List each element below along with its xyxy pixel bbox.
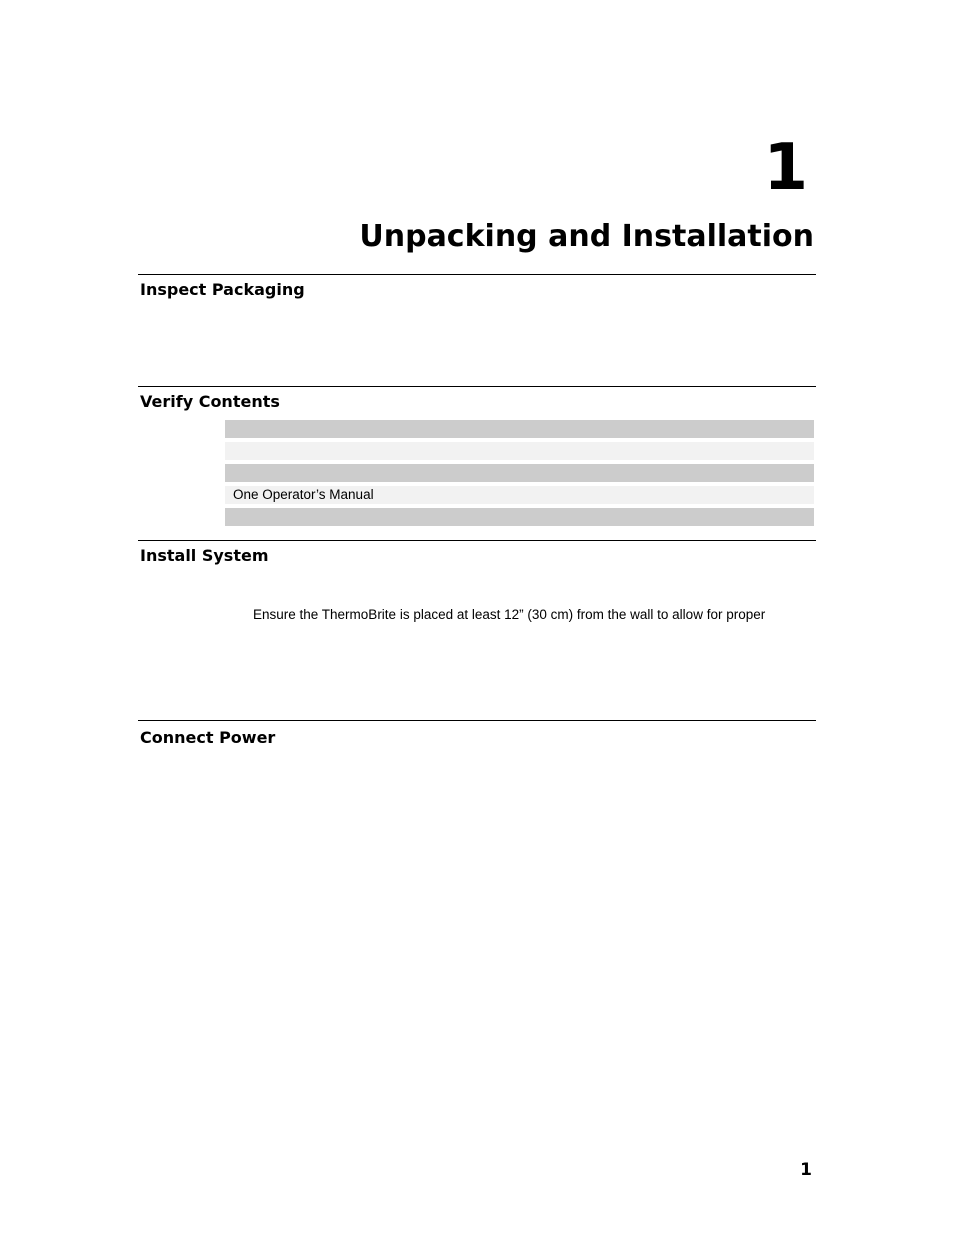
contents-row xyxy=(225,420,814,438)
contents-row xyxy=(225,464,814,482)
section-divider xyxy=(138,720,816,721)
contents-row: One Operator’s Manual xyxy=(225,486,814,504)
section-heading-verify-contents: Verify Contents xyxy=(140,392,280,411)
section-heading-connect-power: Connect Power xyxy=(140,728,276,747)
section-heading-inspect-packaging: Inspect Packaging xyxy=(140,280,305,299)
chapter-title: Unpacking and Installation xyxy=(359,219,814,254)
install-note-text: Ensure the ThermoBrite is placed at least 12” (30 cm) from the wall to allow for proper xyxy=(253,607,766,622)
contents-row xyxy=(225,508,814,526)
section-divider xyxy=(138,386,816,387)
section-divider xyxy=(138,540,816,541)
section-heading-install-system: Install System xyxy=(140,546,269,565)
contents-row xyxy=(225,442,814,460)
contents-table xyxy=(225,420,814,530)
chapter-number: 1 xyxy=(763,131,808,205)
page-number: 1 xyxy=(800,1160,812,1180)
section-divider xyxy=(138,274,816,275)
